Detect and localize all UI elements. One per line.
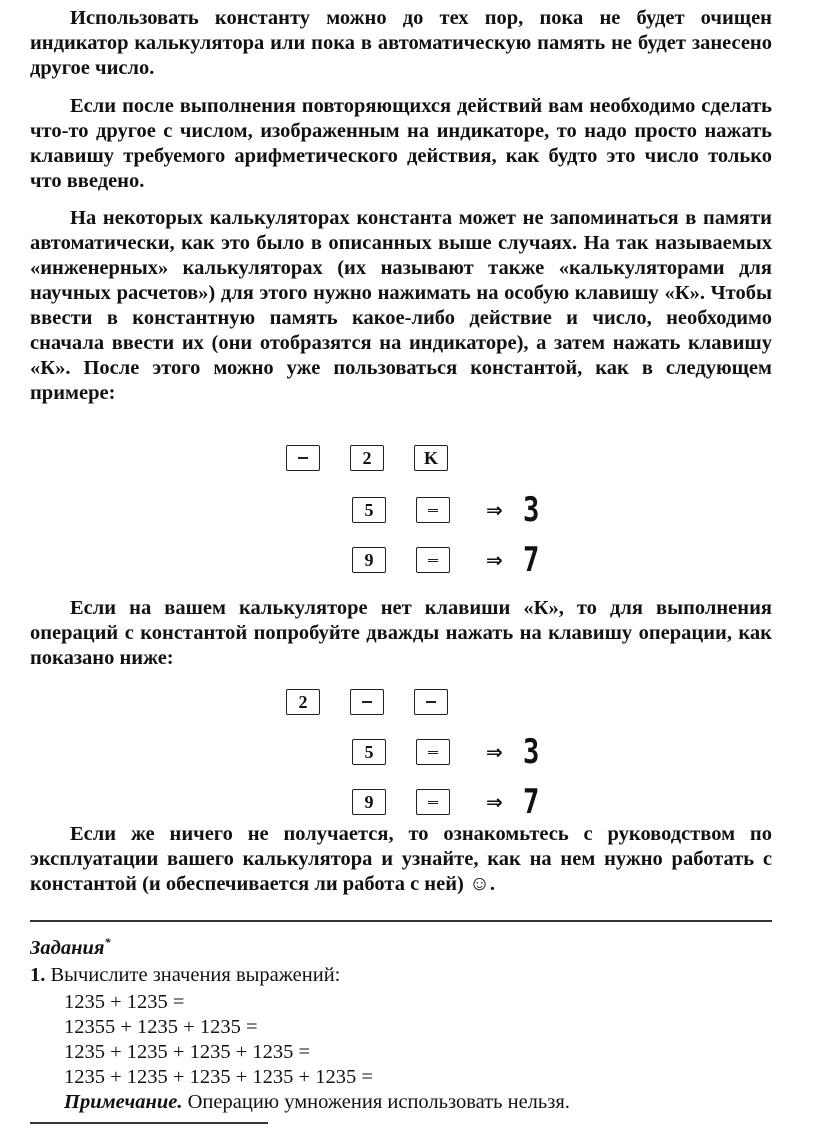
digit-key: 2 bbox=[286, 689, 320, 715]
display-result: 3 bbox=[522, 490, 540, 530]
minus-key bbox=[414, 689, 448, 715]
implies-arrow: ⇒ bbox=[486, 740, 503, 764]
minus-key bbox=[286, 445, 320, 471]
task-number: 1. bbox=[30, 964, 46, 986]
expression: 12355 + 1235 + 1235 = bbox=[64, 1016, 258, 1038]
paragraph-no-k-key: Если на вашем калькуляторе нет клавиши «К», то для выполнения операций с константой попробуйте дважды нажать на клавишу операции, как показано ниже: bbox=[30, 597, 772, 669]
implies-arrow: ⇒ bbox=[486, 548, 503, 572]
minus-icon bbox=[362, 701, 372, 703]
tasks-heading bbox=[30, 935, 110, 960]
digit-key: 9 bbox=[352, 547, 386, 573]
equals-key bbox=[416, 497, 450, 523]
example1-row2 bbox=[352, 490, 541, 530]
tasks-title: Задания bbox=[30, 936, 105, 959]
tasks-footnote-mark: * bbox=[104, 935, 111, 949]
paragraph-constant-usage: Использовать константу можно до тех пор, пока не будет очищен индикатор калькулятора или пока в автоматическую память не будет занесено другое число. bbox=[30, 7, 772, 79]
digit-key: 5 bbox=[352, 739, 386, 765]
minus-icon bbox=[426, 701, 436, 703]
equals-key bbox=[416, 739, 450, 765]
example2-row2 bbox=[352, 732, 541, 772]
example2-row3 bbox=[352, 782, 541, 822]
paragraph-repeat-actions: Если после выполнения повторяющихся действий вам необходимо сделать что-то другое с числом, изображенным на индикаторе, то надо просто нажать клавишу требуемого арифметического действия, как будто это число только что введено. bbox=[30, 95, 772, 192]
note-label: Примечание. bbox=[64, 1091, 183, 1113]
equals-icon bbox=[428, 559, 438, 562]
implies-arrow: ⇒ bbox=[486, 498, 503, 522]
display-result: 7 bbox=[522, 540, 540, 580]
example2-row1 bbox=[286, 686, 478, 718]
equals-icon bbox=[428, 801, 438, 804]
note-text: Операцию умножения использовать нельзя. bbox=[187, 1091, 570, 1113]
equals-icon bbox=[428, 509, 438, 512]
digit-key: 2 bbox=[350, 445, 384, 471]
example1-row1 bbox=[286, 442, 478, 474]
equals-key bbox=[416, 547, 450, 573]
minus-icon bbox=[298, 457, 308, 459]
paragraph-engineering-calculators: На некоторых калькуляторах константа может не запоминаться в памяти автоматически, как это было в описанных выше случаях. На так называемых «инженерных» калькуляторах (их называют также «калькуляторами для научных расчетов») для этого нужно нажимать на особую клавишу «К». Чтобы ввести в константную память какое-либо действие и число, необходимо сначала ввести их (они отобразятся на индикаторе), а затем нажать клавишу «К». После этого можно уже пользоваться константой, как в следующем примере: bbox=[30, 207, 772, 404]
task-note bbox=[64, 1090, 570, 1115]
expression: 1235 + 1235 = bbox=[64, 991, 185, 1013]
display-result: 7 bbox=[522, 782, 540, 822]
example1-row3 bbox=[352, 540, 541, 580]
implies-arrow: ⇒ bbox=[486, 790, 503, 814]
display-result: 3 bbox=[522, 732, 540, 772]
bottom-divider bbox=[30, 1122, 268, 1124]
digit-key: 9 bbox=[352, 789, 386, 815]
equals-icon bbox=[428, 751, 438, 754]
k-key: K bbox=[414, 445, 448, 471]
expression: 1235 + 1235 + 1235 + 1235 + 1235 = bbox=[64, 1066, 373, 1088]
equals-key bbox=[416, 789, 450, 815]
task-1 bbox=[30, 963, 340, 988]
expression: 1235 + 1235 + 1235 + 1235 = bbox=[64, 1041, 311, 1063]
section-divider bbox=[30, 920, 772, 922]
digit-key: 5 bbox=[352, 497, 386, 523]
paragraph-manual-advice: Если же ничего не получается, то ознакомьтесь с руководством по эксплуатации вашего калькулятора и узнайте, как на нем нужно работать с константой (и обеспечивается ли работа с ней) ☺. bbox=[30, 823, 772, 895]
minus-key bbox=[350, 689, 384, 715]
task-question: Вычислите значения выражений: bbox=[50, 964, 341, 986]
